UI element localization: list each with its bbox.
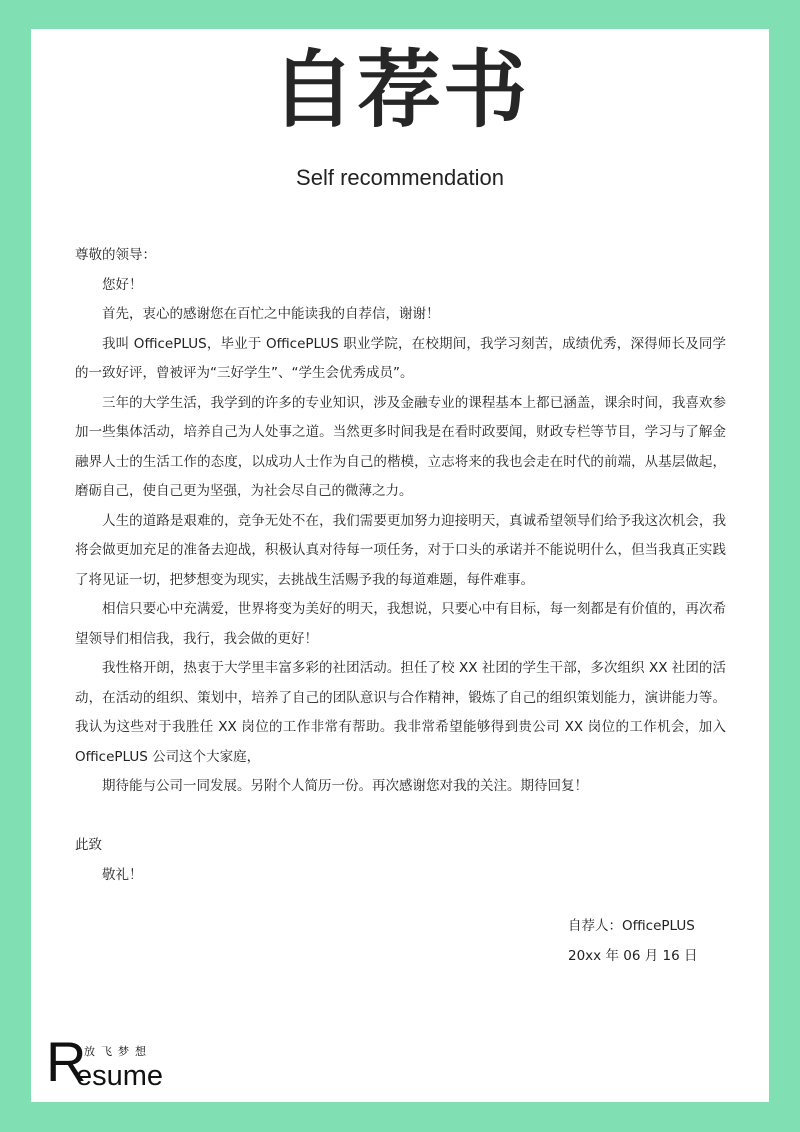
letter-body: [75, 241, 726, 890]
paragraph: 我性格开朗，热衷于大学里丰富多彩的社团活动。担任了校 XX 社团的学生干部，多次组织 XX 社团的活动，在活动的组织、策划中，培养了自己的团队意识与合作精神，锻炼了自己的组织策划能力，演讲能力等。我认为这些对于我胜任 XX 岗位的工作非常有帮助。我非常希望能够得到贵公司 XX 岗位的工作机会，加入 OfficePLUS 公司这个大家庭，: [75, 660, 726, 765]
paragraph: 相信只要心中充满爱，世界将变为美好的明天，我想说，只要心中有目标，每一刻都是有价值的，再次希望领导们相信我，我行，我会做的更好！: [75, 601, 726, 647]
page-title: 自荐书: [270, 40, 529, 139]
salutation: 尊敬的领导：: [75, 247, 156, 263]
closing: 此致: [75, 837, 102, 853]
spacer: [75, 802, 726, 832]
paragraph: 人生的道路是艰难的，竞争无处不在，我们需要更加努力迎接明天，真诚希望领导们给予我这次机会，我将会做更加充足的准备去迎战，积极认真对待每一项任务，对于口头的承诺并不能说明什么，但当我真正实践了将见证一切，把梦想变为现实，去挑战生活赐予我的每道难题，每件难事。: [75, 512, 726, 588]
paragraph: 我叫 OfficePLUS，毕业于 OfficePLUS 职业学院，在校期间，我学习刻苦，成绩优秀，深得师长及同学的一致好评，曾被评为“三好学生”、“学生会优秀成员”。: [75, 335, 726, 381]
regards: 敬礼！: [102, 866, 143, 883]
resume-logo: [46, 1030, 186, 1093]
logo-letter-r: R: [46, 1030, 87, 1093]
logo-word: esume: [76, 1060, 164, 1092]
paragraph: 三年的大学生活，我学到的许多的专业知识，涉及金融专业的课程基本上都已涵盖，课余时间，我喜欢参加一些集体活动，培养自己为人处事之道。当然更多时间我是在看时政要闻，财政专栏等节目，学习与了解金融界人士的生活工作的态度，以成功人士作为自己的楷模，立志将来的我也会走在时代的前端，从基层做起，磨砺自己，使自己更为坚强，为社会尽自己的微薄之力。: [75, 394, 726, 499]
date: 20xx 年 06 月 16 日: [568, 948, 698, 964]
paragraph: 首先，衷心的感谢您在百忙之中能读我的自荐信，谢谢！: [102, 306, 440, 322]
paragraph: 期待能与公司一同发展。另附个人简历一份。再次感谢您对我的关注。期待回复！: [102, 778, 588, 794]
greeting: 您好！: [102, 276, 143, 293]
signature-block: [568, 911, 697, 971]
signature: 自荐人：OfficePLUS: [568, 918, 695, 934]
page-subtitle: Self recommendation: [296, 165, 504, 190]
logo-tagline: 放飞梦想: [84, 1045, 152, 1058]
